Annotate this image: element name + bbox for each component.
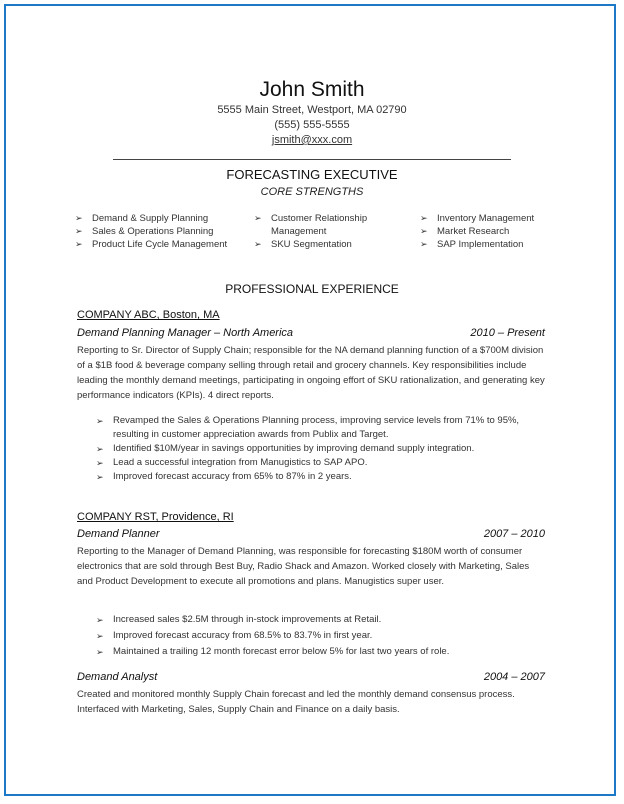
arrow-bullet-icon: ➢: [96, 416, 104, 426]
company-name: COMPANY ABC, Boston, MA: [77, 309, 220, 321]
skill-item: ➢ Product Life Cycle Management: [75, 239, 228, 250]
experience-section-title: PROFESSIONAL EXPERIENCE: [225, 282, 399, 296]
arrow-bullet-icon: ➢: [75, 239, 83, 249]
skill-item: ➢ Inventory Management: [420, 213, 535, 224]
job-title: Demand Analyst: [77, 671, 158, 683]
job-dates: 2007 – 2010: [483, 528, 545, 540]
arrow-bullet-icon: ➢: [254, 239, 262, 249]
skills-column-1: [75, 212, 227, 251]
list-item: ➢ Improved forecast accuracy from 65% to 87% in 2 years.: [96, 471, 352, 482]
list-item: ➢ Lead a successful integration from Manugistics to SAP APO.: [96, 457, 368, 468]
list-item: ➢ Identified $10M/year in savings opportunities by improving demand supply integration.: [96, 443, 475, 454]
skill-item: ➢ SKU Segmentation: [254, 239, 352, 250]
job-title: Demand Planning Manager – North America: [77, 327, 294, 339]
job-dates: 2004 – 2007: [483, 671, 545, 683]
job-summary: Reporting to the Manager of Demand Planning, was responsible for forecasting $180M worth of consumer electronics that are sold through Best Buy, Radio Shack and Amazon. Worked closely with Marketing, Sales and Product Development to execute all promotions and plans. Manugistics super user.: [77, 546, 530, 587]
company-name: COMPANY RST, Providence, RI: [77, 511, 234, 523]
job-summary: Created and monitored monthly Supply Chain forecast and led the monthly demand consensus process. Interfaced with Marketing, Sales, Supply Chain and Finance on a daily basis.: [77, 689, 515, 715]
achievement-list: [96, 613, 548, 659]
job-dates: 2010 – Present: [470, 327, 545, 339]
arrow-bullet-icon: ➢: [75, 213, 83, 223]
skill-item: ➢ Market Research: [420, 226, 510, 237]
arrow-bullet-icon: ➢: [96, 472, 104, 482]
skills-column-3: [420, 212, 534, 251]
core-strengths-title: CORE STRENGTHS: [260, 186, 364, 198]
email-link[interactable]: jsmith@xxx.com: [271, 134, 353, 146]
arrow-bullet-icon: ➢: [96, 631, 104, 641]
headline: FORECASTING EXECUTIVE: [226, 167, 398, 182]
arrow-bullet-icon: ➢: [75, 226, 83, 236]
arrow-bullet-icon: ➢: [96, 647, 104, 657]
skill-item: ➢ Customer Relationship Management: [254, 213, 368, 237]
job-title-row: [77, 528, 545, 540]
candidate-name: John Smith: [259, 78, 365, 101]
phone: (555) 555-5555: [274, 119, 350, 131]
arrow-bullet-icon: ➢: [420, 239, 428, 249]
header-divider: [113, 159, 511, 160]
list-item: ➢ Increased sales $2.5M through in-stock improvements at Retail.: [96, 614, 382, 625]
skill-item: ➢ SAP Implementation: [420, 239, 524, 250]
arrow-bullet-icon: ➢: [96, 615, 104, 625]
address: 5555 Main Street, Westport, MA 02790: [217, 104, 407, 116]
arrow-bullet-icon: ➢: [254, 213, 262, 223]
job-summary: Reporting to Sr. Director of Supply Chain; responsible for the NA demand planning function of a $700M division of a $1B food & beverage company selling through retail and grocery channels. Key responsibilities include leading the monthly demand meetings, participating in ongoing effort of SKU rationalization, and generating key performance indicators (KPIs). 4 direct reports.: [77, 345, 545, 401]
list-item: ➢ Revamped the Sales & Operations Planning process, improving service levels from 71% to 95%, resulting in customer appreciation awards from Publix and Target.: [96, 415, 520, 440]
arrow-bullet-icon: ➢: [96, 458, 104, 468]
arrow-bullet-icon: ➢: [96, 444, 104, 454]
list-item: ➢ Maintained a trailing 12 month forecast error below 5% for last two years of role.: [96, 646, 450, 657]
arrow-bullet-icon: ➢: [420, 226, 428, 236]
job-title: Demand Planner: [77, 528, 160, 540]
skill-item: ➢ Sales & Operations Planning: [75, 226, 214, 237]
list-item: ➢ Improved forecast accuracy from 68.5% to 83.7% in first year.: [96, 630, 373, 641]
job-title-row: [77, 671, 545, 683]
skill-item: ➢ Demand & Supply Planning: [75, 213, 209, 224]
achievement-list: [96, 414, 548, 484]
arrow-bullet-icon: ➢: [420, 213, 428, 223]
job-title-row: [77, 327, 545, 339]
skills-column-2: [254, 212, 389, 251]
